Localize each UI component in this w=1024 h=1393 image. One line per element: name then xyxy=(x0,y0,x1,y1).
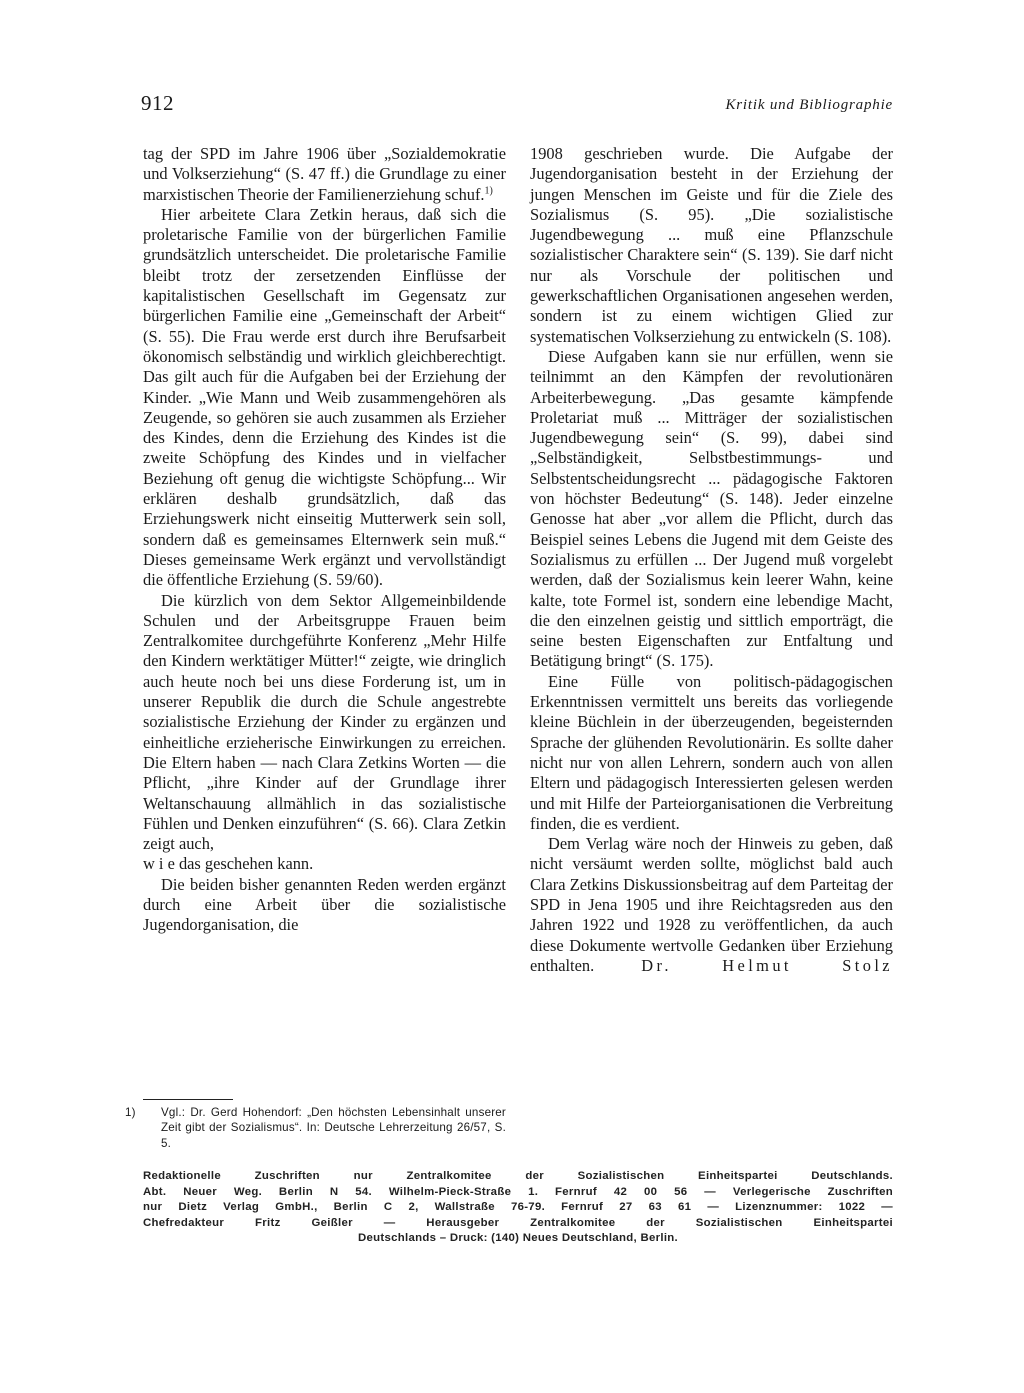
paragraph: 1908 geschrieben wurde. Die Aufgabe der Jugendorganisation besteht in der Erziehung der jungen Menschen im Geiste und für die Ziele des Sozialismus (S. 95). „Die sozialistische Jugendbewegung ... muß eine Pflanzschule sozialistischer Charaktere sein“ (S. 139). Sie darf nicht nur als Vorschule der politischen und gewerkschaftlichen Organisationen angesehen werden, sondern ist zu einem wichtigen Glied zur systematischen Volkserziehung zu entwickeln (S. 108). xyxy=(530,144,893,346)
footnote-rule xyxy=(143,1099,233,1100)
footnote-marker: 1) xyxy=(484,185,493,197)
author-signature: Dr. Helmut Stolz xyxy=(641,955,893,975)
imprint xyxy=(143,1169,893,1247)
imprint-line: Abt. Neuer Weg. Berlin N 54. Wilhelm-Pieck-Straße 1. Fernruf 42 00 56 — Verlegerische Zuschriften xyxy=(143,1185,893,1198)
paragraph: Die kürzlich von dem Sektor Allgemeinbildende Schulen und der Arbeitsgruppe Frauen beim Zentralkomitee durchgeführte Konferenz „Mehr Hilfe den Kindern werktätiger Mütter!“ zeigte, wie dringlich auch heute noch bei uns diese Forderung ist, um in unserer Republik die durch die Schule angestrebte sozialistische Erziehung der Kinder zu ergänzen und einheitliche erzieherische Einwirkungen zu erreichen. Die Eltern haben — nach Clara Zetkins Worten — die Pflicht, „ihre Kinder auf der Grundlage ihrer Weltanschauung allmählich in das sozialistische Fühlen und Denken einzuführen“ (S. 66). Clara Zetkin zeigt auch, xyxy=(143,590,506,854)
paragraph: Hier arbeitete Clara Zetkin heraus, daß sich die proletarische Familie von der bürgerlichen Familie grundsätzlich unterscheidet. Die proletarische Familie bleibt trotz der zersetzenden Einflüsse der kapitalistischen Gesellschaft im Gegensatz zur bürgerlichen Familie eine „Gemeinschaft der Arbeit“ (S. 55). Die Frau werde erst durch ihre Berufsarbeit ökonomisch selbständig und wirklich gleichberechtigt. Das gilt auch für die Aufgaben bei der Erziehung der Kinder. „Wie Mann und Weib zusammengehören als Zeugende, so gehören sie auch zusammen als Erzieher des Kindes, denn die Erziehung des Kindes ist die zweite Schöpfung des Kindes und in vielfacher Beziehung oft genug die wichtigste Schöpfung... Wir erklären deshalb grundsätzlich, daß das Erziehungswerk nicht einseitig Mutterwerk sein soll, sondern daß es gemeinsames Elternwerk sein muß.“ Dieses gemeinsame Werk ergänzt und vervollständigt die öffentliche Erziehung (S. 59/60). xyxy=(143,204,506,590)
left-column xyxy=(143,144,506,936)
paragraph: Diese Aufgaben kann sie nur erfüllen, wenn sie teilnimmt an den Kämpfen der revolutionären Arbeiterbewegung. „Das gesamte kämpfende Proletariat muß ... Mitträger der sozialistischen Jugendbewegung sein“ (S. 99), dabei sind „Selbständigkeit, Selbstbestimmungs- und Selbstentscheidungsrecht ... pädagogische Faktoren von höchster Bedeutung“ (S. 148). Jeder einzelne Genosse hat aber „vor allem die Pflicht, durch das Beispiel seines Lebens die Jugend mit dem Geiste des Sozialismus zu erfüllen ... Der Jugend muß vorgelebt werden, daß der Sozialismus kein leerer Wahn, keine kalte, tote Formel ist, sondern eine lebendige Macht, die den einzelnen geistig und sittlich emporträgt, die seine besten Eigenschaften zur Entfaltung und Betätigung bringt“ (S. 175). xyxy=(530,346,893,671)
right-column xyxy=(530,144,893,976)
footnote-text: Vgl.: Dr. Gerd Hohendorf: „Den höchsten Lebensinhalt unserer Zeit gibt der Sozialismus“. In: Deutsche Lehrerzeitung 26/57, S. 5. xyxy=(161,1106,506,1150)
page-number: 912 xyxy=(141,91,174,115)
footnote xyxy=(125,1105,506,1151)
paragraph: w i e das geschehen kann. xyxy=(143,854,314,874)
paragraph: Dem Verlag wäre noch der Hinweis zu geben, daß nicht versäumt werden sollte, möglichst bald auch Clara Zetkins Diskussionsbeitrag auf dem Parteitag der SPD in Jena 1905 und ihre Reichtagsreden aus den Jahren 1922 und 1928 zu veröffentlichen, da auch diese Dokumente wertvolle Gedanken über Erziehung enthalten. Dr. Helmut Stolz xyxy=(530,834,893,975)
footnote-number: 1) xyxy=(125,1106,136,1119)
paragraph: tag der SPD im Jahre 1906 über „Sozialdemokratie und Volkserziehung“ (S. 47 ff.) die Grundlage zu einer marxistischen Theorie der Familienerziehung schuf.$^{1)}$ xyxy=(143,144,506,204)
paragraph: Die beiden bisher genannten Reden werden ergänzt durch eine Arbeit über die sozialistische Jugendorganisation, die xyxy=(143,874,506,935)
imprint-line: nur Dietz Verlag GmbH., Berlin C 2, Wallstraße 76-79. Fernruf 27 63 61 — Lizenznummer: 1022 — xyxy=(143,1201,893,1214)
running-head: Kritik und Bibliographie xyxy=(725,97,893,113)
imprint-line: Redaktionelle Zuschriften nur Zentralkomitee der Sozialistischen Einheitspartei Deutschlands. xyxy=(143,1170,893,1182)
imprint-line: Deutschlands – Druck: (140) Neues Deutschland, Berlin. xyxy=(357,1232,679,1245)
paragraph: Eine Fülle von politisch-pädagogischen Erkenntnissen vermittelt uns bereits das vorliegende kleine Büchlein in der überzeugenden, begeisternden Sprache der glühenden Revolutionärin. Es sollte daher nicht nur von allen Lehrern, sondern auch von allen Eltern und pädagogisch Interessierten gelesen werden und mit Hilfe der Parteiorganisationen die Verbreitung finden, die es verdient. xyxy=(530,671,893,833)
imprint-line: Chefredakteur Fritz Geißler — Herausgeber Zentralkomitee der Sozialistischen Einheitspartei xyxy=(143,1216,893,1229)
